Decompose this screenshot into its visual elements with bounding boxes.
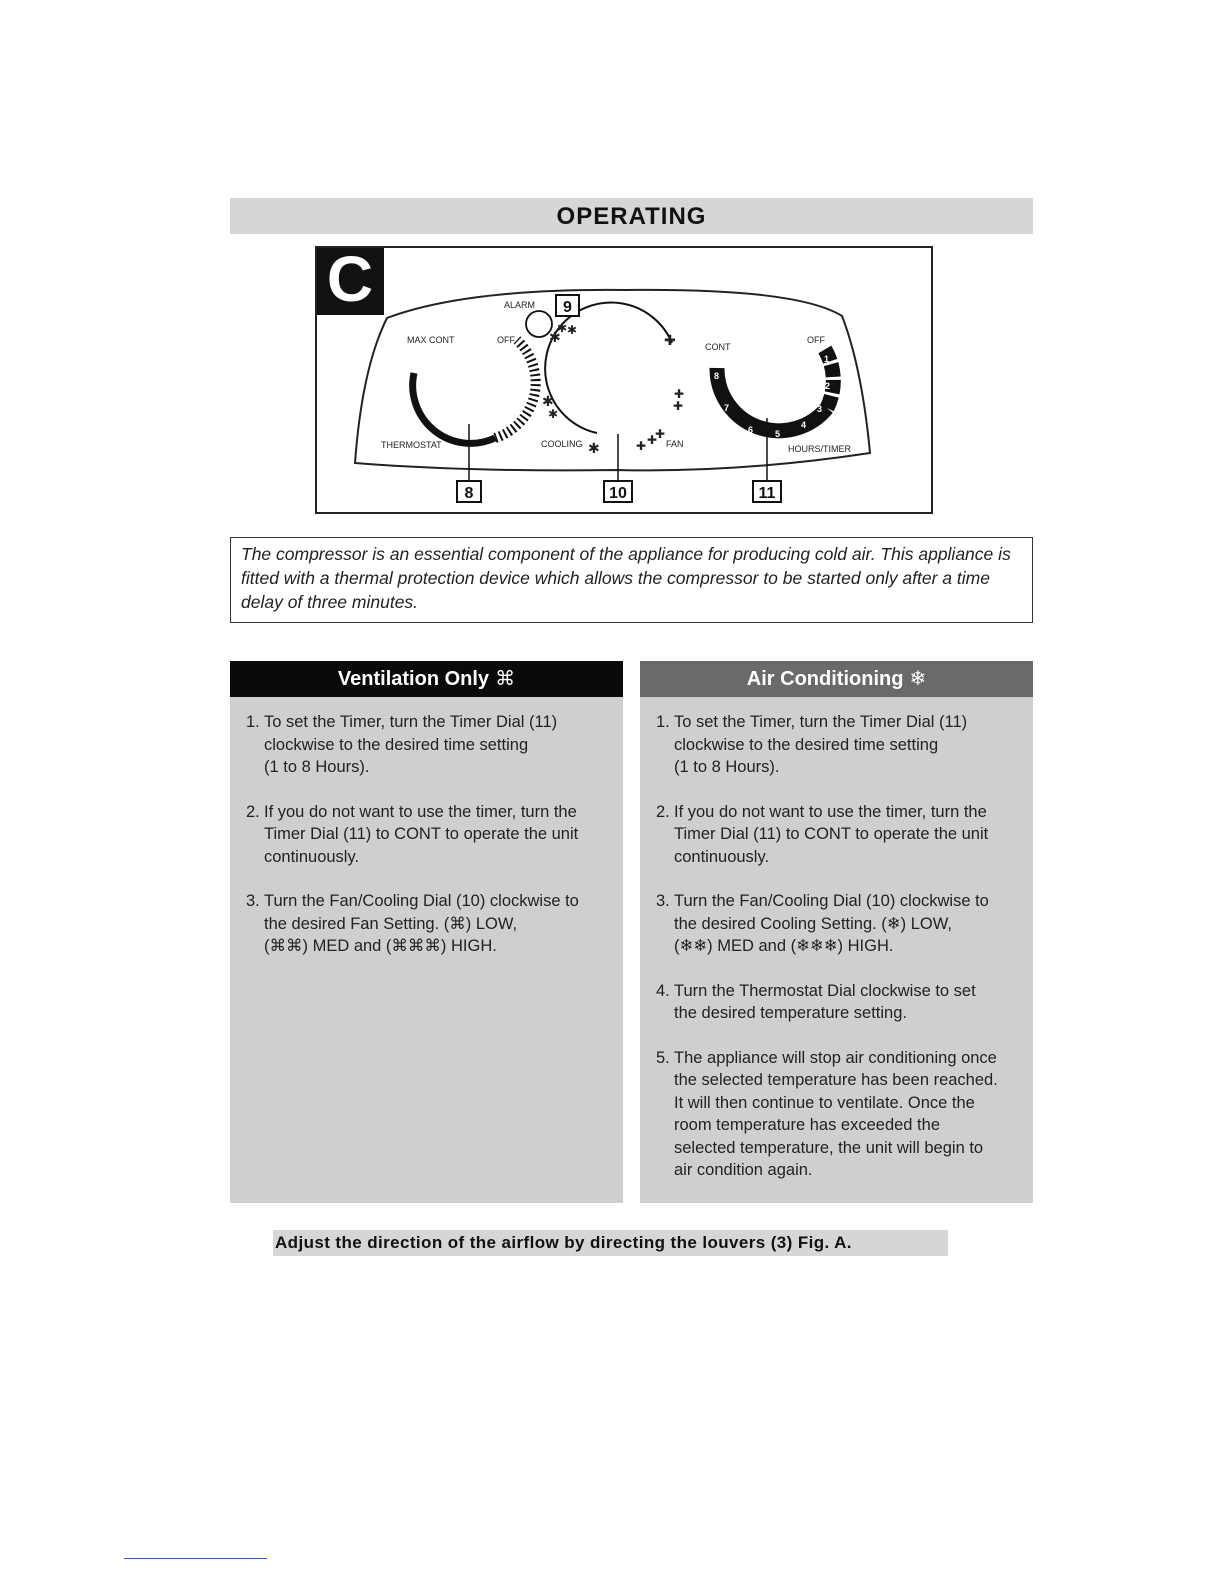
fan-icon: ✚ xyxy=(636,439,647,453)
fan-cooling-dial[interactable] xyxy=(542,303,684,480)
step-text: To set the Timer, turn the Timer Dial (11) clockwise to the desired time setting (1 to 8 Hours). xyxy=(264,713,558,776)
step-text: Turn the Fan/Cooling Dial (10) clockwise to the desired Cooling Setting. (❄) LOW, (❄❄) MED and (❄❄❄) HIGH. xyxy=(674,892,989,955)
list-item xyxy=(246,711,615,779)
list-item xyxy=(246,890,615,958)
step-number: 2. xyxy=(246,802,260,821)
snowflake-icon: ✱ xyxy=(548,407,559,421)
list-item xyxy=(656,711,1025,779)
step-text: If you do not want to use the timer, turn the Timer Dial (11) to CONT to operate the unit continuously. xyxy=(264,802,579,866)
air-conditioning-header xyxy=(640,661,1033,697)
snowflake-icon: ✱ xyxy=(542,393,554,409)
fan-icon: ✚ xyxy=(655,427,666,441)
label-off-right: OFF xyxy=(807,335,825,345)
fan-symbol-icon: ⌘ xyxy=(495,668,516,690)
figure-letter: C xyxy=(326,248,374,315)
timer-number: 4 xyxy=(801,420,807,430)
thermostat-dial[interactable] xyxy=(413,340,536,480)
timer-number: 6 xyxy=(748,425,754,435)
label-hours-timer: HOURS/TIMER xyxy=(788,444,851,454)
thermostat-arc-solid xyxy=(413,373,495,443)
snowflake-icon: ✱ xyxy=(588,440,600,456)
fan-icon: ✚ xyxy=(664,332,676,348)
snowflake-icon: ✱ xyxy=(567,323,578,337)
step-text: If you do not want to use the timer, turn the Timer Dial (11) to CONT to operate the unit continuously. xyxy=(674,802,989,866)
step-text: The appliance will stop air conditioning once the selected temperature has been reached. It will then continue to ventilate. Once the room temperature has exceeded the selected temperature, the unit will begin to air condition again. xyxy=(674,1048,998,1179)
snowflake-icon: ✱ xyxy=(549,329,561,345)
timer-number: 7 xyxy=(724,403,730,413)
air-conditioning-panel xyxy=(640,661,1033,1203)
compressor-notice: The compressor is an essential component of the appliance for producing cold air. This appliance is fitted with a thermal protection device which allows the compressor to be started only after a time delay of three minutes. xyxy=(230,537,1033,623)
timer-number: 1 xyxy=(824,354,830,364)
callout-11: 11 xyxy=(758,485,776,502)
label-thermostat: THERMOSTAT xyxy=(381,440,442,450)
air-conditioning-steps xyxy=(640,697,1033,1182)
label-off-left: OFF xyxy=(497,335,515,345)
step-number: 4. xyxy=(656,981,670,1000)
label-cont: CONT xyxy=(705,342,731,352)
list-item xyxy=(656,1047,1025,1182)
snowflake-icon: ✱ xyxy=(557,321,568,335)
list-item xyxy=(656,890,1025,958)
step-text: To set the Timer, turn the Timer Dial (11) clockwise to the desired time setting (1 to 8 Hours). xyxy=(674,713,968,776)
footnote-divider xyxy=(124,1558,267,1559)
control-panel-figure xyxy=(315,246,933,514)
timer-number: 2 xyxy=(825,381,831,391)
airflow-note: Adjust the direction of the airflow by directing the louvers (3) Fig. A. xyxy=(273,1230,948,1256)
label-fan: FAN xyxy=(666,439,684,449)
fan-icon: ✚ xyxy=(647,433,658,447)
callout-8: 8 xyxy=(464,485,474,502)
callout-10: 10 xyxy=(609,485,627,502)
thermostat-arc-ticks xyxy=(495,340,536,438)
timer-number: 3 xyxy=(817,404,823,414)
section-title: OPERATING xyxy=(230,198,1033,234)
step-number: 3. xyxy=(656,892,670,910)
ventilation-only-panel xyxy=(230,661,623,1203)
step-number: 5. xyxy=(656,1048,670,1067)
ventilation-only-title: Ventilation Only xyxy=(337,668,490,690)
snowflake-symbol-icon: ❄ xyxy=(909,668,927,690)
step-number: 1. xyxy=(246,713,260,731)
label-alarm: ALARM xyxy=(504,300,536,310)
callout-9: 9 xyxy=(563,299,572,316)
step-number: 1. xyxy=(656,713,670,731)
step-number: 3. xyxy=(246,892,260,910)
timer-arc xyxy=(717,368,827,431)
list-item xyxy=(246,801,615,869)
fan-icon: ✚ xyxy=(674,387,685,401)
step-number: 2. xyxy=(656,802,670,821)
timer-number: 5 xyxy=(775,429,781,439)
control-panel-diagram xyxy=(317,248,935,516)
step-text: Turn the Fan/Cooling Dial (10) clockwise to the desired Fan Setting. (⌘) LOW, (⌘⌘) MED and (⌘⌘⌘) HIGH. xyxy=(264,892,579,955)
list-item xyxy=(656,980,1025,1025)
ventilation-steps xyxy=(230,697,623,958)
air-conditioning-title: Air Conditioning xyxy=(746,668,904,690)
timer-number: 8 xyxy=(714,371,720,381)
label-max-cont: MAX CONT xyxy=(407,335,455,345)
list-item xyxy=(656,801,1025,869)
label-cooling: COOLING xyxy=(541,439,583,449)
step-text: Turn the Thermostat Dial clockwise to set the desired temperature setting. xyxy=(674,981,976,1022)
fan-icon: ✚ xyxy=(673,399,684,413)
ventilation-only-header xyxy=(230,661,623,697)
